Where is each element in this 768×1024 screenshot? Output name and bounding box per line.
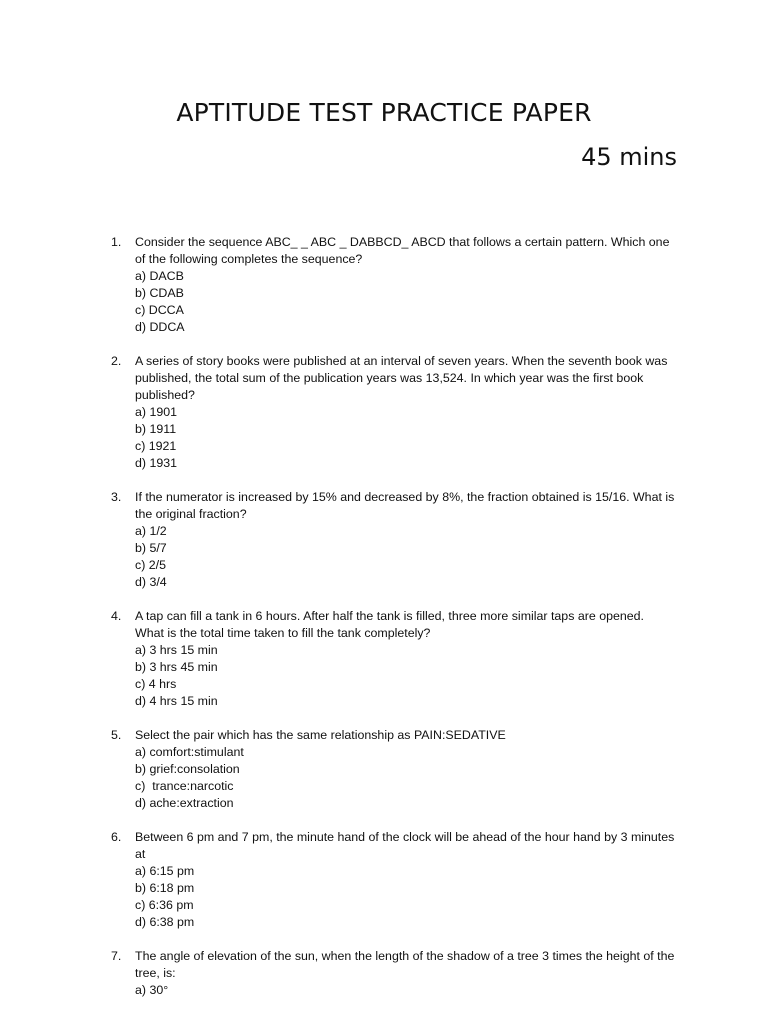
question-number: 2. [111,354,122,368]
answer-option: c) trance:narcotic [135,779,234,793]
question-number: 4. [111,609,122,623]
question-4 [0,608,675,710]
answer-option: d) 1931 [135,456,178,470]
answer-option: c) 1921 [135,439,177,453]
question-text: Between 6 pm and 7 pm, the minute hand of the clock will be ahead of the hour hand by 3 minutes at [135,830,675,861]
question-3 [0,489,675,591]
answer-option: a) 3 hrs 15 min [135,643,218,657]
answer-option: b) 5/7 [135,541,167,555]
question-2 [0,353,675,472]
question-list [0,234,768,1016]
question-6 [0,829,675,931]
answer-option: c) 6:36 pm [135,898,194,912]
question-5 [0,727,675,812]
answer-option: d) DDCA [135,320,185,334]
question-number: 6. [111,830,122,844]
question-text: A series of story books were published at an interval of seven years. When the seventh book was published, the total sum of the publication years was 13,524. In which year was the first book published? [135,354,668,402]
answer-option: a) 30° [135,983,169,997]
question-text: The angle of elevation of the sun, when the length of the shadow of a tree 3 times the height of the tree, is: [135,949,675,980]
answer-option: c) DCCA [135,303,184,317]
answer-option: c) 4 hrs [135,677,177,691]
question-text: Select the pair which has the same relationship as PAIN:SEDATIVE [135,728,506,742]
question-number: 7. [111,949,122,963]
question-text: A tap can fill a tank in 6 hours. After half the tank is filled, three more similar taps are opened. What is the total time taken to fill the tank completely? [135,609,644,640]
answer-option: b) 1911 [135,422,177,436]
answer-option: a) comfort:stimulant [135,745,244,759]
answer-option: d) ache:extraction [135,796,234,810]
answer-option: b) 6:18 pm [135,881,195,895]
question-number: 3. [111,490,122,504]
answer-option: b) grief:consolation [135,762,240,776]
question-text: Consider the sequence ABC_ _ ABC _ DABBCD_ ABCD that follows a certain pattern. Which one of the following completes the sequence? [135,235,670,266]
question-text: If the numerator is increased by 15% and decreased by 8%, the fraction obtained is 15/16. What is the original fraction? [135,490,675,521]
answer-option: b) CDAB [135,286,184,300]
answer-option: a) 1/2 [135,524,167,538]
test-duration: 45 mins [581,143,677,171]
answer-option: d) 3/4 [135,575,167,589]
answer-option: a) 1901 [135,405,178,419]
answer-option: c) 2/5 [135,558,166,572]
question-number: 1. [111,235,122,249]
question-7 [0,948,675,999]
document-title: APTITUDE TEST PRACTICE PAPER [176,98,592,127]
answer-option: b) 3 hrs 45 min [135,660,218,674]
answer-option: a) 6:15 pm [135,864,195,878]
answer-option: d) 4 hrs 15 min [135,694,218,708]
question-number: 5. [111,728,122,742]
answer-option: d) 6:38 pm [135,915,195,929]
question-1 [0,234,675,336]
answer-option: a) DACB [135,269,184,283]
